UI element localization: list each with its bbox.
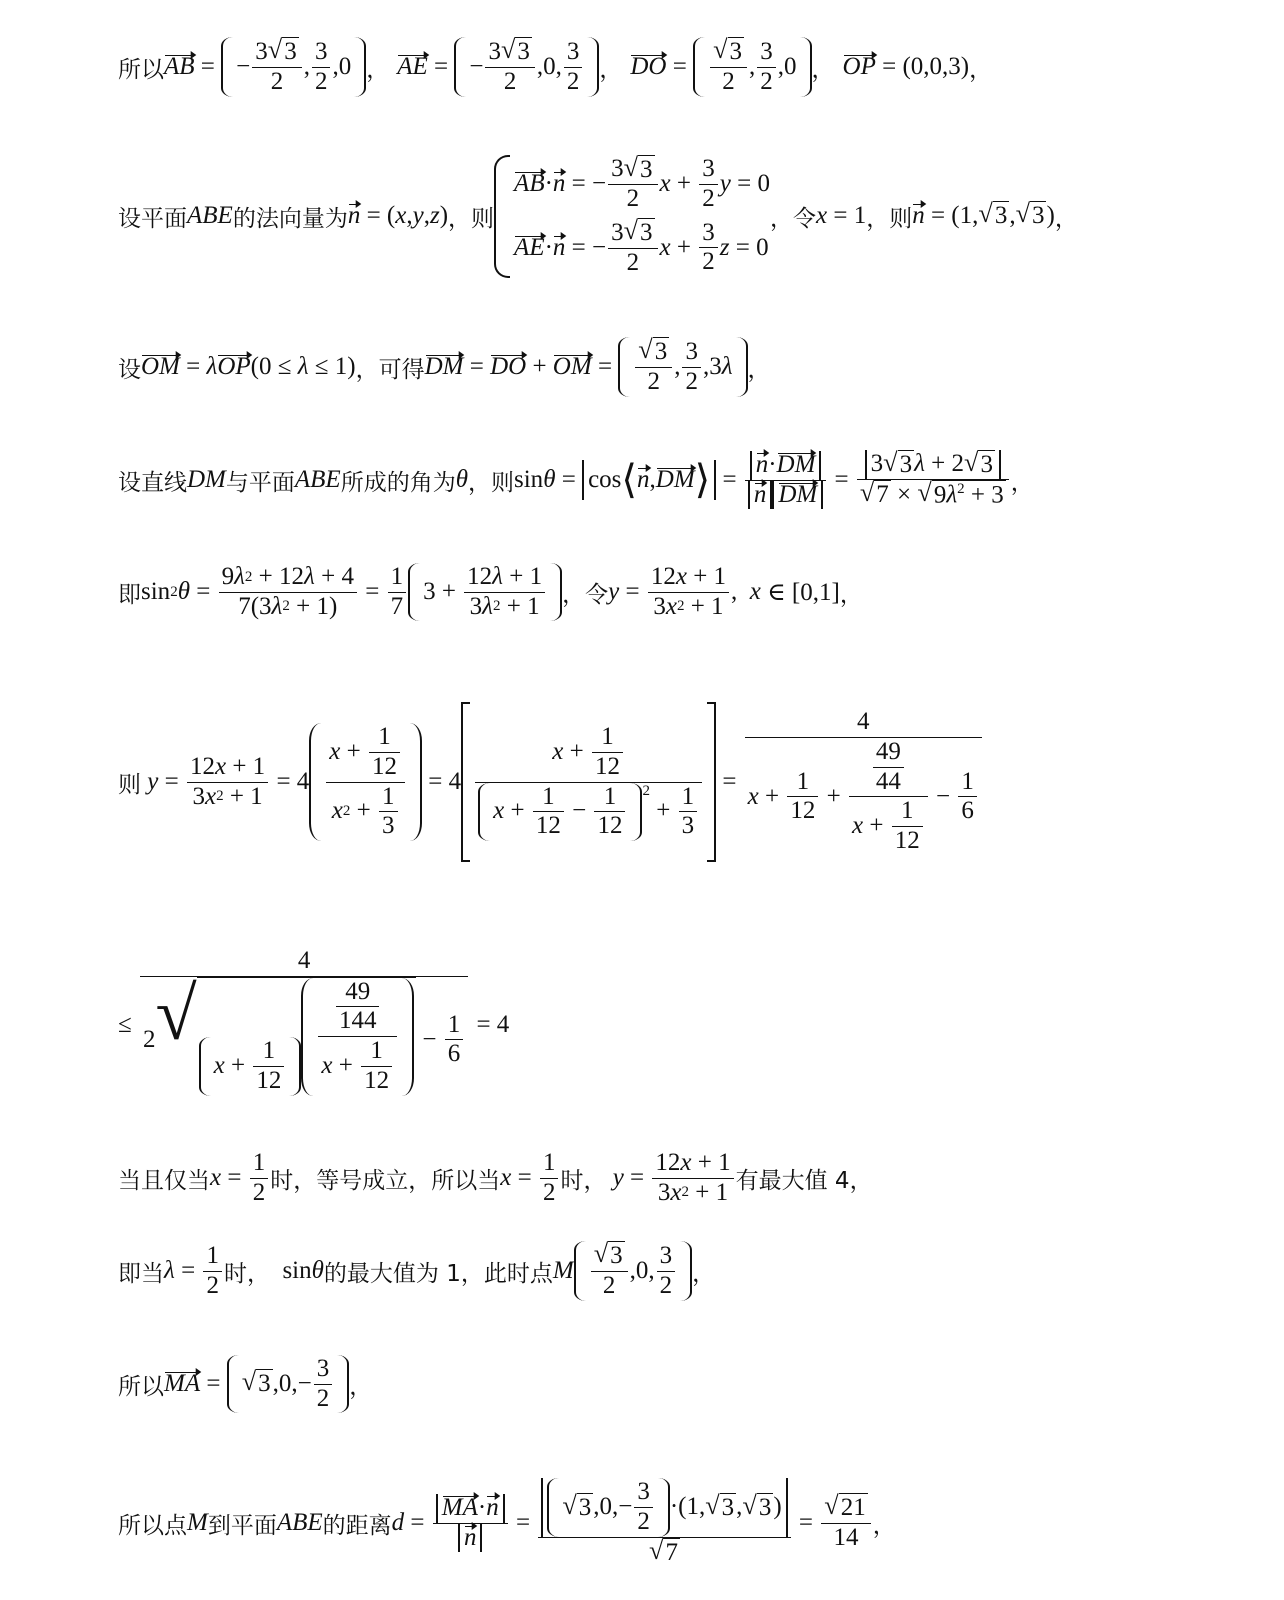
line-4: 设直线 DM 与平面 ABE 所成的角为 θ ，则 sin θ = cos ⟨ n , DM ⟩ = n · DM n DM = 3 √ 3 λ + 2 √ 3 √ 7 × √ $9\lambda^2 + 3$ ， bbox=[118, 447, 1034, 509]
vector-do: DO bbox=[630, 53, 667, 80]
line-11: 所以点 M 到平面 ABE 的距离 d = MA · n n = √ 3 ,0,− $\frac{3}{2}$ ·(1, √ 3 , √ 3 ) √ 7 = √ 21 14 ， bbox=[118, 1478, 896, 1566]
equation-system: AB · n = − 3 √ 3 2 x + $\frac{3}{2}$ y = 0 AE · n = − 3 √ 3 2 x + $\frac{3}{2}$ z = 0 bbox=[494, 155, 770, 278]
line-7: ≤ 4 2 √ x + $\frac{1}{12}$ $\frac{49}{144}$ x + $\frac{1}{12}$ − $\frac{1}{6}$ = 4 bbox=[118, 930, 509, 1120]
vector-ae: AE bbox=[397, 53, 428, 80]
line-1: 所以 AB = − 3 √ 3 2 , $\frac{3}{2}$ ,0 ， AE = − 3 √ 3 2 ,0, $\frac{3}{2}$ ， DO = √ 3 2 , $\frac{3}{2}$ ,0 ， OP = (0,0,3) ， bbox=[118, 35, 993, 95]
vector-ab: AB bbox=[164, 53, 195, 80]
line-6: 则 y = 12 x + 1 3 x 2 + 1 = 4 x + $\frac{1}{12}$ x 2 + $\frac{1}{3}$ = 4 x + $\frac{1}{12}$ x + $\frac{1}{12}$ − $\frac{1}{12}$ 2 + $\frac{1}{3}$ = 4 x + $\frac{1}{12}$ + $\frac{49}{44}$ x + $\frac{1}{12}$ − $\frac{1}{6}$ bbox=[118, 672, 984, 892]
vector-op: OP bbox=[842, 53, 876, 80]
line-8: 当且仅当 x = $\frac{1}{2}$ 时，等号成立，所以当 x = $\frac{1}{2}$ 时， y = 12 x + 1 3 x 2 + 1 有最大值 4， bbox=[118, 1148, 873, 1206]
line-5: 即 sin 2 θ = 9 λ 2 + 12 λ + 4 7(3 λ 2 + 1) = $\frac{1}{7}$ 3 + 12 λ + 1 3 λ 2 + 1 ，令 y = 12 x + 1 3 x 2 + 1 , x ∈ [0,1] ， bbox=[118, 562, 863, 620]
line-10: 所以 MA = √ 3 ,0,− $\frac{3}{2}$ ， bbox=[118, 1354, 373, 1412]
line-9: 即当 λ = $\frac{1}{2}$ 时， sin θ 的最大值为 1，此时点 M √ 3 2 ,0, $\frac{3}{2}$ ， bbox=[118, 1239, 716, 1299]
text: 所以 bbox=[118, 56, 164, 83]
line-3: 设 OM = λ OP (0 ≤ λ ≤ 1) ，可得 DM = DO + OM = √ 3 2 , $\frac{3}{2}$ ,3 λ ， bbox=[118, 335, 771, 395]
line-2: 设平面 ABE 的法向量为 n = ( x , y , z ) ，则 AB · n = − 3 √ 3 2 x + $\frac{3}{2}$ y = 0 AE · n = − 3 √ 3 2 x + $\frac{3}{2}$ z = 0 ，令 x = 1 ，则 n = (1, √ 3 , √ 3 ) ， bbox=[118, 152, 1078, 276]
